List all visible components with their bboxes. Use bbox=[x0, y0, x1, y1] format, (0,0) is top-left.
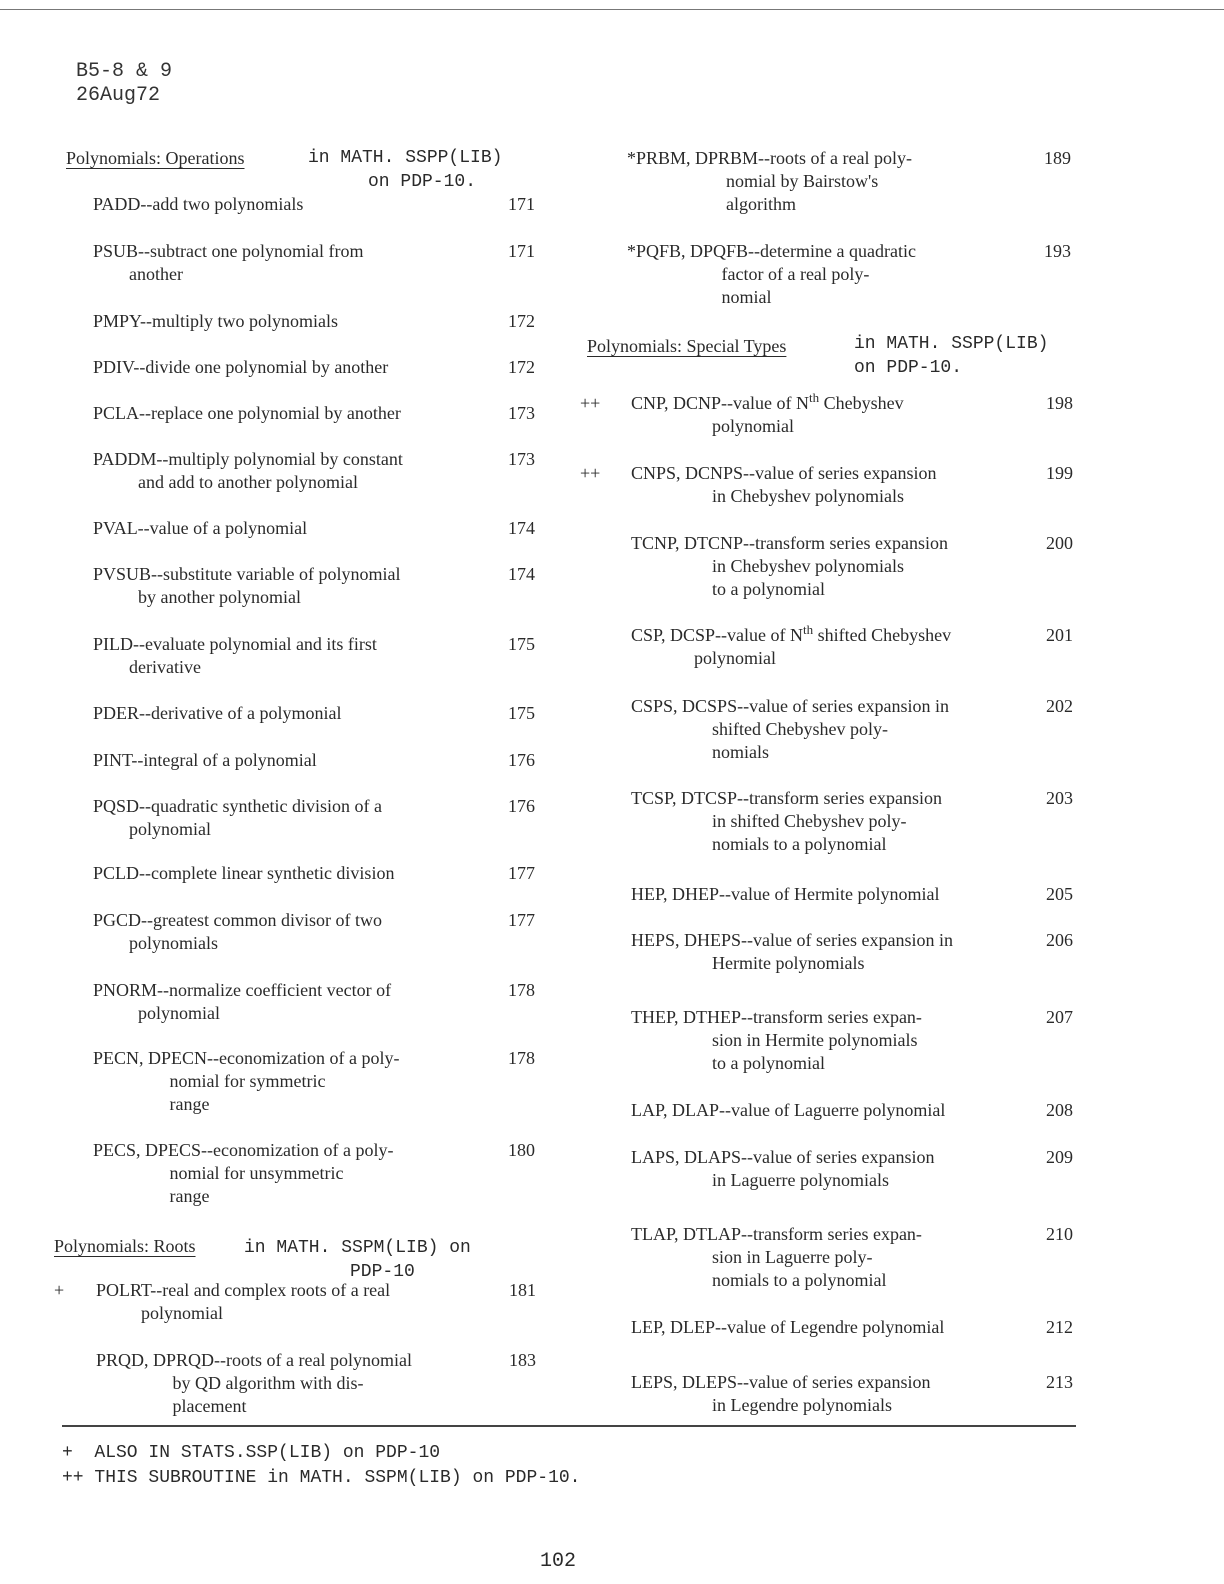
entry-text: POLRT--real and complex roots of a real bbox=[96, 1280, 391, 1300]
document-header bbox=[76, 60, 172, 108]
entry-text: nomial by Bairstow's bbox=[627, 171, 879, 191]
entry-text: CNP, DCNP--value of $N^{th}$ Chebyshev bbox=[631, 390, 904, 413]
entry-text: TCSP, DTCSP--transform series expansion bbox=[631, 788, 942, 808]
page-ref: 199 bbox=[1046, 463, 1073, 483]
page-ref: 189 bbox=[1044, 148, 1071, 168]
entry-text: PRQD, DPRQD--roots of a real polynomial bbox=[96, 1350, 412, 1370]
section-title-special-types: Polynomials: Special Types bbox=[587, 336, 787, 356]
entry-text: LEP, DLEP--value of Legendre polynomial bbox=[631, 1317, 945, 1337]
entry-text: and add to another polynomial bbox=[93, 472, 358, 492]
entry-text: range bbox=[93, 1094, 210, 1114]
footnote: + ALSO IN STATS.SSP(LIB) on PDP-10 bbox=[62, 1443, 441, 1463]
page-ref: 200 bbox=[1046, 533, 1073, 553]
entry-text: factor of a real poly- bbox=[627, 264, 870, 284]
page-number: 102 bbox=[540, 1550, 577, 1573]
entry-text: *PRBM, DPRBM--roots of a real poly- bbox=[627, 148, 912, 168]
page-ref: 181 bbox=[509, 1280, 536, 1300]
entry-text: PINT--integral of a polynomial bbox=[93, 750, 317, 770]
entry-text: polynomial bbox=[93, 819, 211, 839]
entry-text: PILD--evaluate polynomial and its first bbox=[93, 634, 377, 654]
entry-text: PDER--derivative of a polymonial bbox=[93, 703, 342, 723]
entry-text: in Chebyshev polynomials bbox=[631, 556, 904, 576]
entry-text: LAP, DLAP--value of Laguerre polynomial bbox=[631, 1100, 946, 1120]
entry-text: Hermite polynomials bbox=[631, 953, 865, 973]
page-ref: 202 bbox=[1046, 696, 1073, 716]
entry-text: polynomial bbox=[631, 648, 776, 668]
entry-text: PQSD--quadratic synthetic division of a bbox=[93, 796, 382, 816]
entry-text: PECS, DPECS--economization of a poly- bbox=[93, 1140, 394, 1160]
entry-text: derivative bbox=[93, 657, 201, 677]
entry-text: polynomial bbox=[631, 416, 794, 436]
entry-text: CSP, DCSP--value of $N^{th}$ shifted Chebyshev bbox=[631, 622, 952, 645]
entry-text: algorithm bbox=[627, 194, 796, 214]
section-suffix: on PDP-10. bbox=[368, 172, 477, 192]
entry-text: by QD algorithm with dis- bbox=[96, 1373, 364, 1393]
page-ref: 198 bbox=[1046, 393, 1073, 413]
entry-text: PECN, DPECN--economization of a poly- bbox=[93, 1048, 400, 1068]
page-ref: 193 bbox=[1044, 241, 1071, 261]
page-ref: 175 bbox=[508, 634, 535, 654]
page-ref: 173 bbox=[508, 403, 535, 423]
entry-text: by another polynomial bbox=[93, 587, 301, 607]
entry-text: to a polynomial bbox=[631, 579, 825, 599]
page-ref: 171 bbox=[508, 241, 535, 261]
page-ref: 208 bbox=[1046, 1100, 1073, 1120]
page-ref: 174 bbox=[508, 518, 535, 538]
footnote: ++ THIS SUBROUTINE in MATH. SSPM(LIB) on PDP-10. bbox=[62, 1468, 581, 1488]
section-title-roots: Polynomials: Roots bbox=[54, 1236, 196, 1256]
entry-text: placement bbox=[96, 1396, 247, 1416]
footnote-marker: ++ bbox=[580, 463, 601, 483]
superscript: th bbox=[809, 390, 820, 405]
section-title-operations: Polynomials: Operations bbox=[66, 148, 245, 168]
entry-text: THEP, DTHEP--transform series expan- bbox=[631, 1007, 922, 1027]
entry-text: nomial for symmetric bbox=[93, 1071, 326, 1091]
entry-text: PADDM--multiply polynomial by constant bbox=[93, 449, 403, 469]
entry-text: CSPS, DCSPS--value of series expansion in bbox=[631, 696, 950, 716]
entry-text: PSUB--subtract one polynomial from bbox=[93, 241, 364, 261]
page-ref: 209 bbox=[1046, 1147, 1073, 1167]
page-ref: 206 bbox=[1046, 930, 1073, 950]
page-ref: 183 bbox=[509, 1350, 536, 1370]
entry-text: PVAL--value of a polynomial bbox=[93, 518, 308, 538]
footnote-marker: ++ bbox=[580, 393, 601, 413]
entry-text: PGCD--greatest common divisor of two bbox=[93, 910, 382, 930]
entry-text: PCLA--replace one polynomial by another bbox=[93, 403, 401, 423]
page-ref: 176 bbox=[508, 750, 535, 770]
entry-text: PNORM--normalize coefficient vector of bbox=[93, 980, 392, 1000]
page-ref: 207 bbox=[1046, 1007, 1073, 1027]
page-ref: 175 bbox=[508, 703, 535, 723]
superscript: th bbox=[803, 622, 814, 637]
entry-text: polynomial bbox=[96, 1303, 223, 1323]
page-ref: 177 bbox=[508, 910, 535, 930]
page-ref: 171 bbox=[508, 194, 535, 214]
entry-text: in Chebyshev polynomials bbox=[631, 486, 904, 506]
entry-text: TCNP, DTCNP--transform series expansion bbox=[631, 533, 948, 553]
entry-text: PVSUB--substitute variable of polynomial bbox=[93, 564, 401, 584]
entry-text: range bbox=[93, 1186, 210, 1206]
page-ref: 212 bbox=[1046, 1317, 1073, 1337]
page-ref: 180 bbox=[508, 1140, 535, 1160]
entry-text: PCLD--complete linear synthetic division bbox=[93, 863, 395, 883]
page-ref: 176 bbox=[508, 796, 535, 816]
page-ref: 210 bbox=[1046, 1224, 1073, 1244]
top-rule bbox=[0, 9, 1224, 10]
doc-date: 26Aug72 bbox=[76, 84, 161, 107]
footnote-marker: + bbox=[54, 1280, 65, 1300]
entry-text: polynomial bbox=[93, 1003, 220, 1023]
section-suffix: PDP-10 bbox=[350, 1262, 415, 1282]
page-ref: 201 bbox=[1046, 625, 1073, 645]
entry-text: sion in Hermite polynomials bbox=[631, 1030, 918, 1050]
entry-text: in Laguerre polynomials bbox=[631, 1170, 889, 1190]
entry-text: TLAP, DTLAP--transform series expan- bbox=[631, 1224, 922, 1244]
entry-text: CNPS, DCNPS--value of series expansion bbox=[631, 463, 937, 483]
section-suffix: in MATH. SSPP(LIB) bbox=[308, 148, 503, 168]
section-suffix: on PDP-10. bbox=[854, 358, 963, 378]
section-suffix: in MATH. SSPP(LIB) bbox=[854, 334, 1049, 354]
entry-text: LAPS, DLAPS--value of series expansion bbox=[631, 1147, 935, 1167]
entry-text: nomials to a polynomial bbox=[631, 1270, 887, 1290]
page-ref: 174 bbox=[508, 564, 535, 584]
entry-text: to a polynomial bbox=[631, 1053, 825, 1073]
entry-text: sion in Laguerre poly- bbox=[631, 1247, 873, 1267]
entry-text: nomial bbox=[627, 287, 772, 307]
entry-text: *PQFB, DPQFB--determine a quadratic bbox=[627, 241, 916, 261]
page-ref: 178 bbox=[508, 980, 535, 1000]
page-ref: 205 bbox=[1046, 884, 1073, 904]
doc-code: B5-8 & 9 bbox=[76, 60, 173, 83]
entry-text: in shifted Chebyshev poly- bbox=[631, 811, 907, 831]
entry-text: in Legendre polynomials bbox=[631, 1395, 892, 1415]
page-ref: 203 bbox=[1046, 788, 1073, 808]
page-ref: 172 bbox=[508, 357, 535, 377]
page-ref: 172 bbox=[508, 311, 535, 331]
entry-text: PADD--add two polynomials bbox=[93, 194, 304, 214]
entry-text: shifted Chebyshev poly- bbox=[631, 719, 888, 739]
entry-text: PDIV--divide one polynomial by another bbox=[93, 357, 389, 377]
entry-text: PMPY--multiply two polynomials bbox=[93, 311, 339, 331]
entry-text: LEPS, DLEPS--value of series expansion bbox=[631, 1372, 931, 1392]
section-suffix: in MATH. SSPM(LIB) on bbox=[244, 1238, 471, 1258]
page-ref: 173 bbox=[508, 449, 535, 469]
entry-text: polynomials bbox=[93, 933, 218, 953]
entry-text: another bbox=[93, 264, 183, 284]
page-ref: 177 bbox=[508, 863, 535, 883]
page-ref: 178 bbox=[508, 1048, 535, 1068]
entry-text: nomials bbox=[631, 742, 769, 762]
entry-text: HEPS, DHEPS--value of series expansion in bbox=[631, 930, 953, 950]
entry-text: nomials to a polynomial bbox=[631, 834, 887, 854]
entry-text: nomial for unsymmetric bbox=[93, 1163, 344, 1183]
entry-text: HEP, DHEP--value of Hermite polynomial bbox=[631, 884, 940, 904]
page-ref: 213 bbox=[1046, 1372, 1073, 1392]
footnote-rule bbox=[62, 1425, 1076, 1427]
